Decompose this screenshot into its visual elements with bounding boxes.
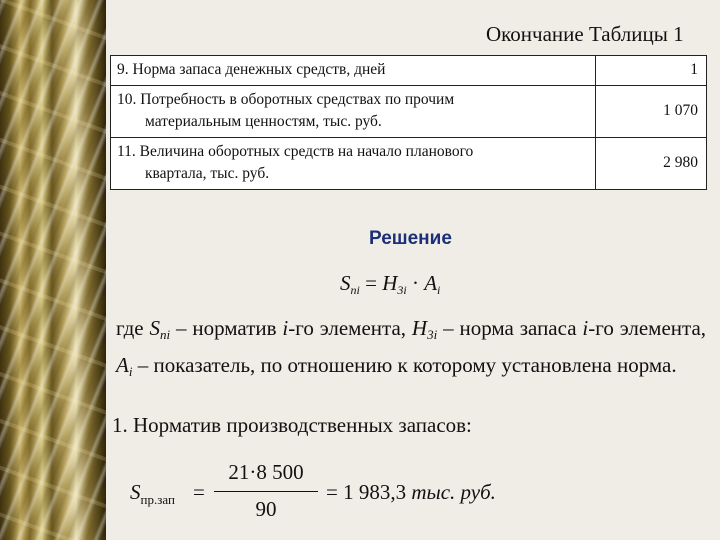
fraction-bar (214, 491, 318, 492)
row-label-line1: 10. Потребность в оборотных средствах по прочим (117, 91, 455, 108)
explain-text: – норматив (170, 316, 283, 340)
explain-text: -го элемента, (588, 316, 707, 340)
f2-lhs-sub: пр.зап (140, 492, 175, 507)
row-value: 2 980 (596, 138, 707, 190)
explain-var-i: i (582, 316, 589, 340)
f2-lhs (130, 480, 175, 508)
f2-lhs-var: S (130, 480, 141, 504)
explain-var-h: H (411, 316, 428, 340)
table-row (111, 138, 707, 190)
step-heading: 1. Норматив производственных запасов: (112, 413, 472, 437)
norm-formula (340, 271, 440, 298)
formula-s-sub: ni (350, 283, 360, 297)
row-label-line2: материальным ценностям, тыс. руб. (145, 113, 382, 130)
explain-text: -го элемента, (288, 316, 412, 340)
explain-text: – показатель, по отношению к которому установлена норма. (132, 353, 677, 377)
formula-dot: · (406, 271, 425, 295)
f2-numerator: 21·8 500 (228, 460, 304, 484)
data-table (110, 55, 707, 190)
row-label (111, 86, 596, 138)
formula-h: H (382, 271, 398, 295)
formula-s: S (340, 271, 351, 295)
formula-a-sub: i (437, 283, 441, 297)
explain-var-s-sub: ni (159, 327, 171, 342)
row-label-line1: 11. Величина оборотных средств на начало планового (117, 143, 474, 160)
f2-result-value: = 1 983,3 (326, 480, 412, 504)
table-caption: Окончание Таблицы 1 (486, 22, 684, 46)
row-value: 1 070 (596, 86, 707, 138)
row-label (111, 56, 596, 86)
f2-result (326, 480, 496, 505)
formula-a: A (424, 271, 438, 295)
row-label-line2: квартала, тыс. руб. (145, 165, 270, 182)
explain-text: где (116, 316, 150, 340)
production-stock-formula (130, 458, 530, 528)
section-title: Решение (369, 228, 452, 249)
row-label-line1: 9. Норма запаса денежных средств, дней (117, 61, 386, 78)
explain-var-h-sub: 3i (427, 327, 438, 342)
f2-unit: тыс. руб. (411, 480, 496, 504)
explain-var-a-sub: i (128, 364, 133, 379)
table-row (111, 86, 707, 138)
row-value: 1 (596, 56, 707, 86)
formula-explanation (116, 313, 706, 387)
explain-text: – норма запаса (437, 316, 583, 340)
formula-eq: = (359, 271, 383, 295)
f2-denominator: 90 (255, 497, 277, 521)
decorative-border (0, 0, 106, 540)
row-label (111, 138, 596, 190)
explain-var-s: S (149, 316, 160, 340)
table-row (111, 56, 707, 86)
explain-var-a: A (116, 353, 129, 377)
formula-h-sub: 3i (397, 283, 407, 297)
explain-var-i: i (282, 316, 289, 340)
f2-equals: = (193, 480, 205, 504)
